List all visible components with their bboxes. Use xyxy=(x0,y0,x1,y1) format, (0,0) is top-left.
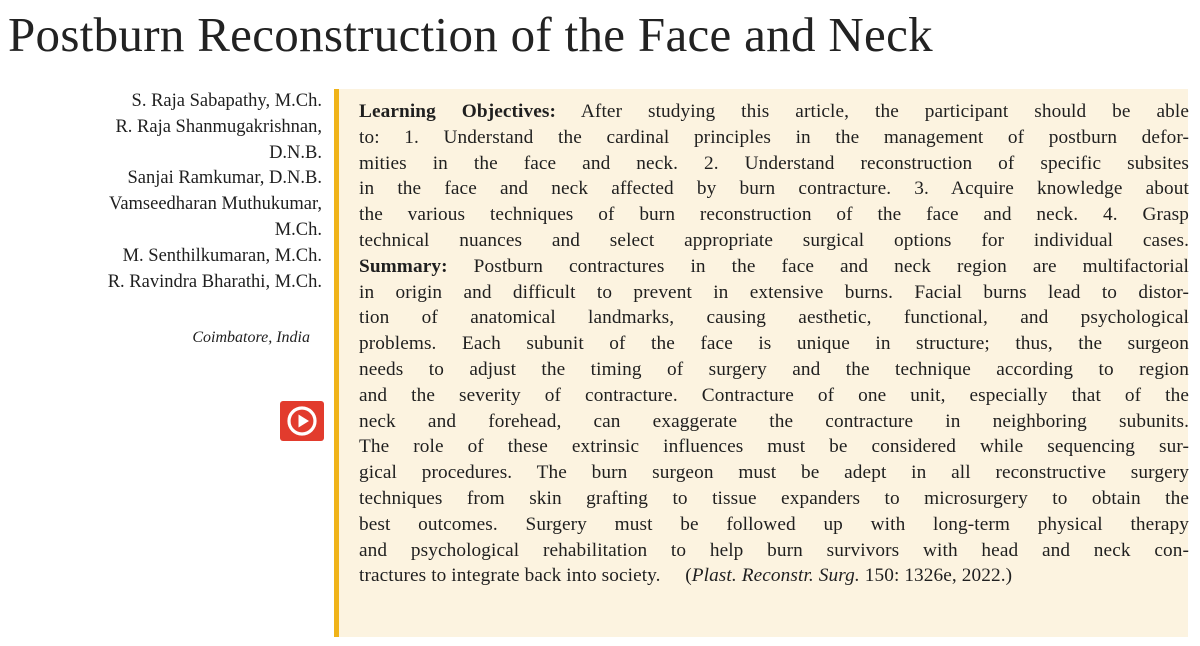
author-line: Vamseedharan Muthukumar, xyxy=(109,194,322,215)
author-line: M.Ch. xyxy=(274,219,322,240)
abstract-line: problems. Each subunit of the face is unique in structure; thus, the surgeon xyxy=(359,333,1189,355)
play-icon xyxy=(286,405,318,437)
abstract-line: techniques from skin grafting to tissue expanders to microsurgery to obtain the xyxy=(359,487,1189,509)
abstract-line: Learning Objectives: After studying this article, the participant should be able xyxy=(359,101,1189,122)
abstract-line: best outcomes. Surgery must be followed up with long-term physical therapy xyxy=(359,513,1189,535)
abstract-line: in the face and neck affected by burn contracture. 3. Acquire knowledge about xyxy=(359,178,1189,200)
affiliation: Coimbatore, India xyxy=(192,329,310,346)
abstract-box xyxy=(334,89,1188,637)
abstract-line: technical nuances and select appropriate surgical options for individual cases. xyxy=(359,229,1189,251)
abstract-line: the various techniques of burn reconstruction of the face and neck. 4. Grasp xyxy=(359,204,1189,226)
author-line: D.N.B. xyxy=(269,142,322,163)
video-play-button[interactable] xyxy=(280,401,324,441)
citation: (Plast. Reconstr. Surg. 150: 1326e, 2022.) xyxy=(685,565,1013,587)
abstract-line: in origin and difficult to prevent in extensive burns. Facial burns lead to distor- xyxy=(359,281,1189,303)
author-line: S. Raja Sabapathy, M.Ch. xyxy=(131,91,322,111)
abstract-line: and the severity of contracture. Contracture of one unit, especially that of the xyxy=(359,384,1189,406)
abstract-line: gical procedures. The burn surgeon must be adept in all reconstructive surgery xyxy=(359,462,1189,484)
abstract-line: neck and forehead, can exaggerate the contracture in neighboring subunits. xyxy=(359,410,1189,432)
abstract-line: and psychological rehabilitation to help burn survivors with head and neck con- xyxy=(359,539,1189,561)
abstract-text xyxy=(359,99,1189,589)
author-line: R. Raja Shanmugakrishnan, xyxy=(115,116,322,137)
abstract-line: Summary: Postburn contractures in the face and neck region are multifactorial xyxy=(359,255,1190,277)
citation-journal: Plast. Reconstr. Surg. xyxy=(691,565,860,587)
abstract-line: The role of these extrinsic influences must be considered while sequencing sur- xyxy=(359,436,1189,458)
abstract-line: to: 1. Understand the cardinal principles in the management of postburn defor- xyxy=(359,126,1189,148)
learning-objectives-label: Learning Objectives: xyxy=(359,101,557,122)
article-title: Postburn Reconstruction of the Face and Neck xyxy=(8,7,933,62)
learning-objectives xyxy=(359,99,1189,254)
author-line: M. Senthilkumaran, M.Ch. xyxy=(122,245,322,266)
author-line: Sanjai Ramkumar, D.N.B. xyxy=(127,168,322,189)
abstract-line: tractures to integrate back into society. (Plast. Reconstr. Surg. 150: 1326e, 2022.) xyxy=(359,565,1013,587)
abstract-line: tion of anatomical landmarks, causing aesthetic, functional, and psychological xyxy=(359,307,1189,329)
author-list xyxy=(22,89,322,295)
author-line: R. Ravindra Bharathi, M.Ch. xyxy=(107,271,322,292)
abstract-line: mities in the face and neck. 2. Understand reconstruction of specific subsites xyxy=(359,152,1189,174)
summary-label: Summary: xyxy=(359,255,448,277)
summary xyxy=(359,254,1189,589)
abstract-line: needs to adjust the timing of surgery and the technique according to region xyxy=(359,358,1189,380)
